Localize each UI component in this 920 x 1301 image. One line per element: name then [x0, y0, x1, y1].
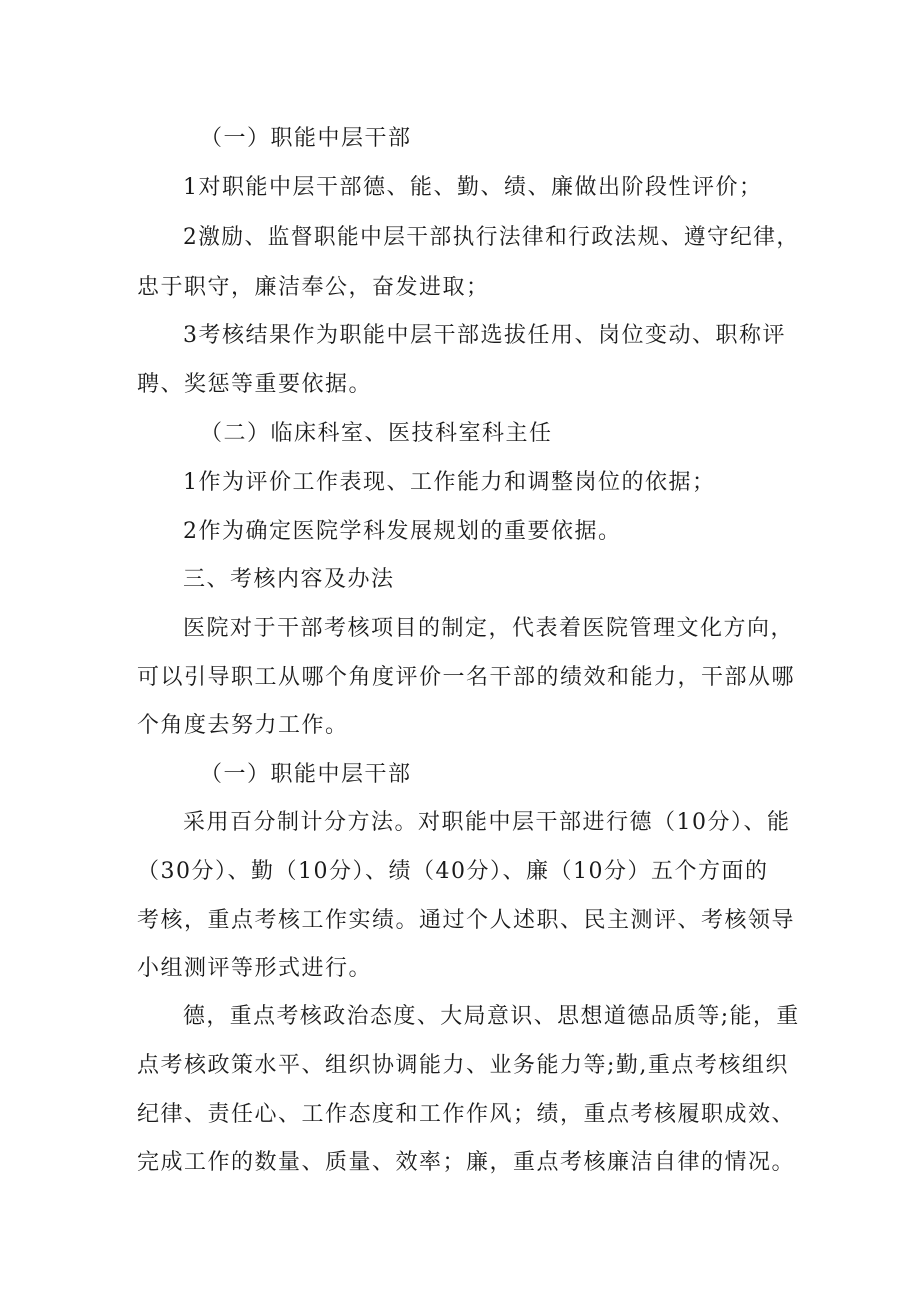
section-heading-3: 三、考核内容及办法 — [183, 567, 395, 592]
director-item-1: 1作为评价工作表现、工作能力和调整岗位的依据； — [183, 470, 716, 495]
intro-paragraph-line-3: 个角度去努力工作。 — [137, 713, 349, 738]
purpose-item-1: 1对职能中层干部德、能、勤、绩、廉做出阶段性评价； — [183, 175, 763, 200]
subheading-functional-cadres-2: （一）职能中层干部 — [200, 762, 412, 787]
subheading-functional-cadres: （一）职能中层干部 — [200, 126, 412, 151]
method-paragraph-line-1: 采用百分制计分方法。对职能中层干部进行德（10分）、能 — [183, 810, 791, 835]
intro-paragraph-line-2: 可以引导职工从哪个角度评价一名干部的绩效和能力，干部从哪 — [137, 665, 796, 690]
purpose-item-2: 2激励、监督职能中层干部执行法律和行政法规、遵守纪律， — [183, 225, 800, 250]
criteria-paragraph-line-4: 完成工作的数量、质量、效率；廉，重点考核廉洁自律的情况。 — [137, 1150, 796, 1175]
criteria-paragraph-line-3: 纪律、责任心、工作态度和工作作风；绩，重点考核履职成效、 — [137, 1102, 796, 1127]
method-paragraph-line-4: 小组测评等形式进行。 — [137, 956, 373, 981]
purpose-item-2-cont: 忠于职守，廉洁奉公，奋发进取； — [137, 275, 490, 300]
criteria-paragraph-line-1: 德，重点考核政治态度、大局意识、思想道德品质等;能，重 — [183, 1004, 800, 1029]
criteria-paragraph-line-2: 点考核政策水平、组织协调能力、业务能力等;勤,重点考核组织 — [137, 1053, 789, 1078]
purpose-item-3: 3考核结果作为职能中层干部选拔任用、岗位变动、职称评 — [183, 323, 786, 348]
method-paragraph-line-2: （30分）、勤（10分）、绩（40分）、廉（10分）五个方面的 — [137, 859, 769, 884]
purpose-item-3-cont: 聘、奖惩等重要依据。 — [137, 372, 373, 397]
director-item-2: 2作为确定医院学科发展规划的重要依据。 — [183, 519, 622, 544]
intro-paragraph-line-1: 医院对于干部考核项目的制定，代表着医院管理文化方向， — [183, 616, 795, 641]
subheading-department-directors: （二）临床科室、医技科室科主任 — [200, 421, 553, 446]
method-paragraph-line-3: 考核，重点考核工作实绩。通过个人述职、民主测评、考核领导 — [137, 908, 796, 933]
